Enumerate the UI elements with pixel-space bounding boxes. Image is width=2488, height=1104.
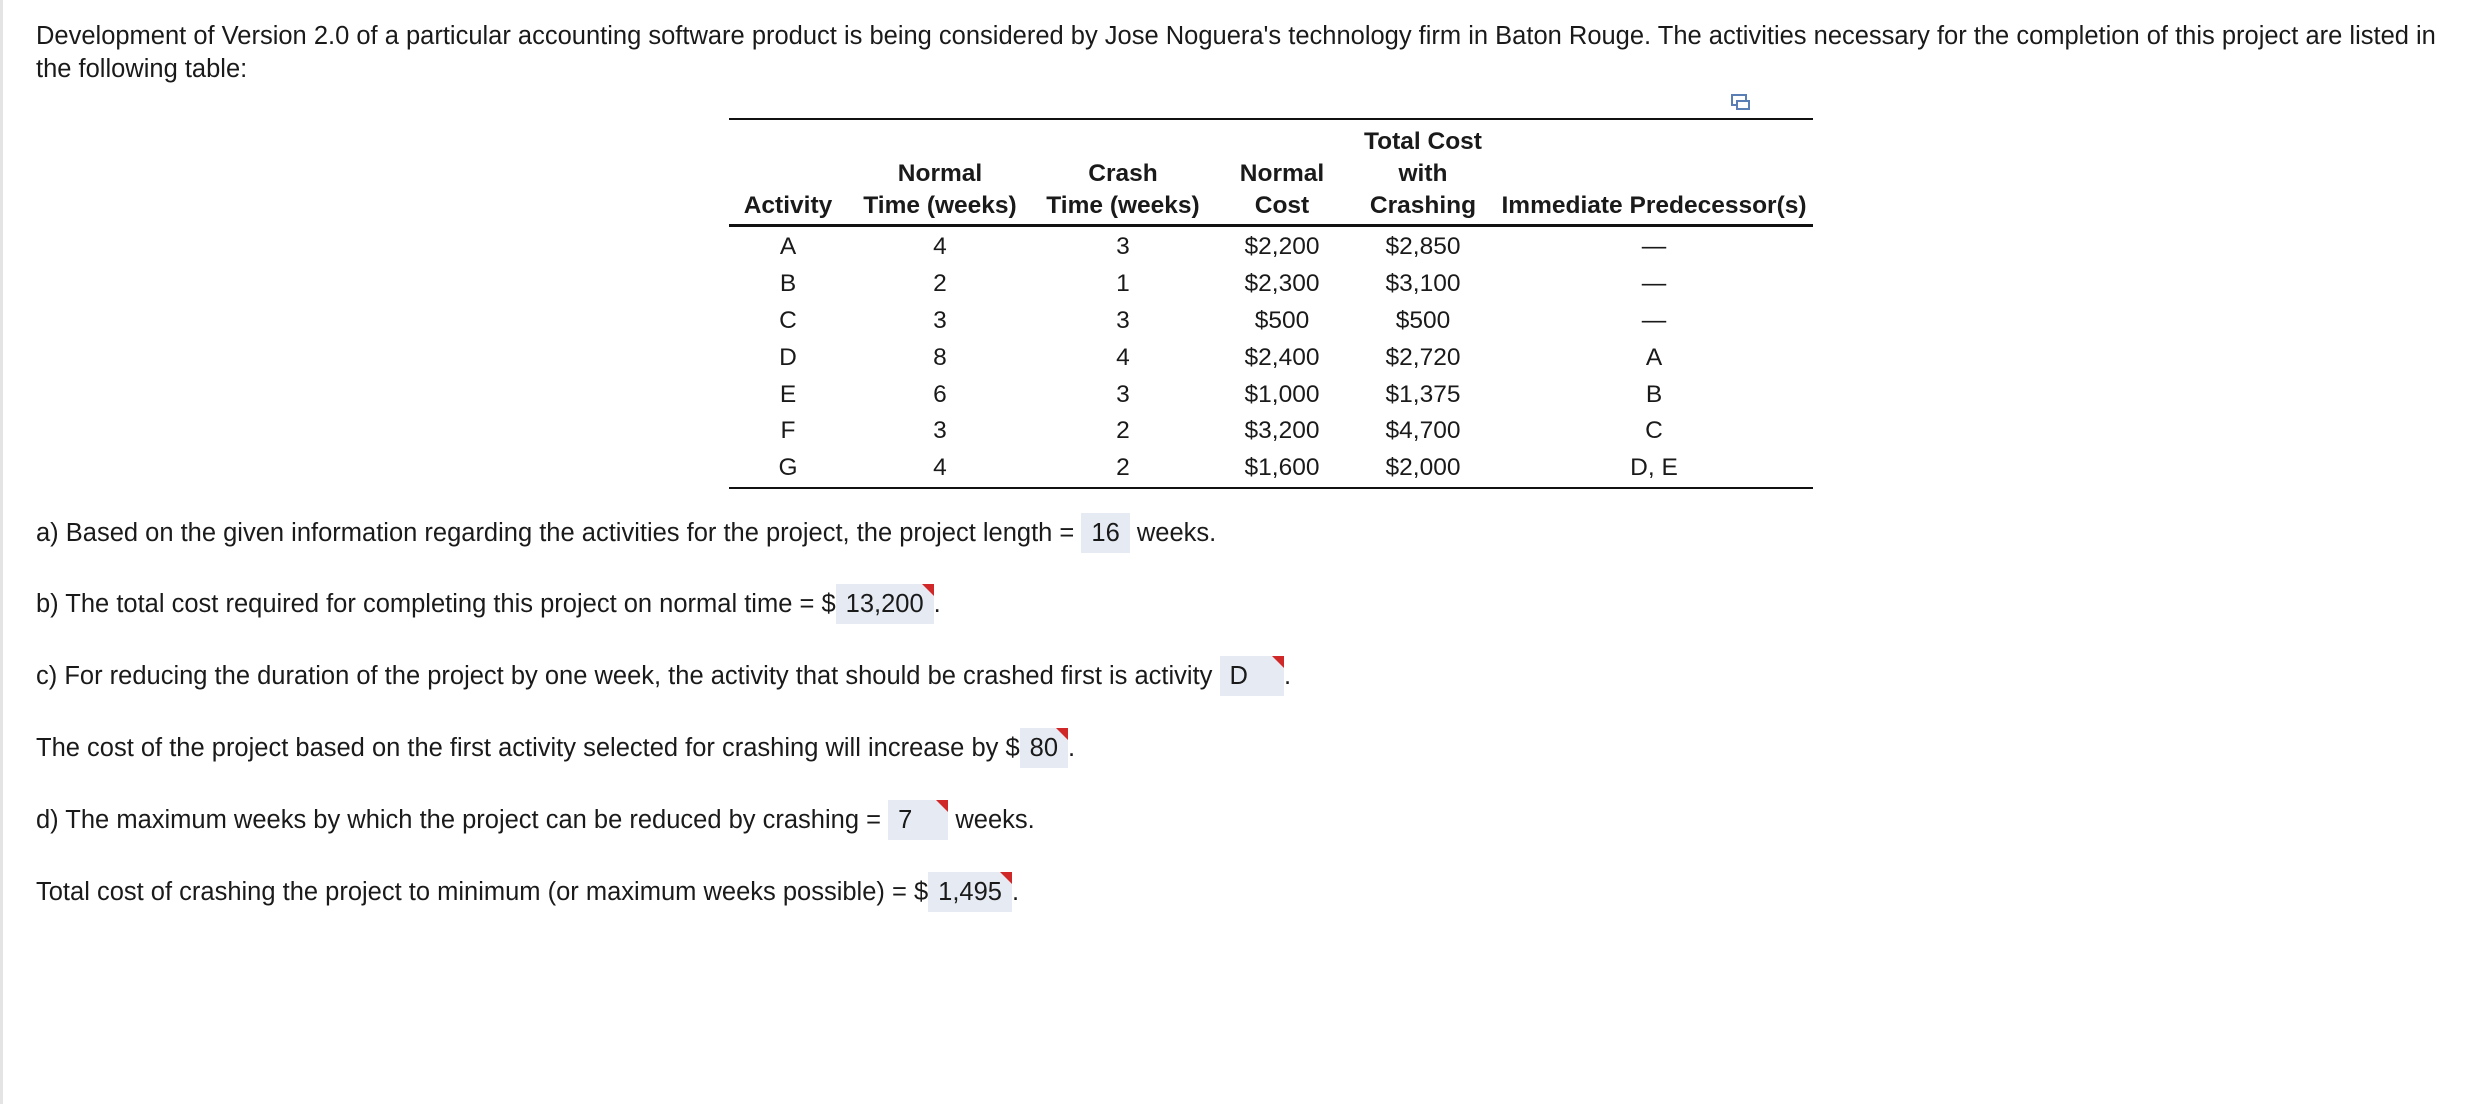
answer-d2-crash-total-cost[interactable]: 1,495	[928, 872, 1012, 912]
cell-normal-time: 2	[933, 270, 947, 298]
cell-normal-cost: $3,200	[1244, 417, 1320, 445]
cell-crash-time: 2	[1116, 454, 1130, 482]
question-d2-text: Total cost of crashing the project to minimum (or maximum weeks possible) = $	[36, 878, 929, 906]
cell-crash-time: 1	[1116, 270, 1130, 298]
header-total-cost-crashing: Total Cost with Crashing	[1351, 119, 1495, 226]
cell-activity: E	[779, 380, 797, 408]
cell-activity: G	[778, 454, 798, 482]
cell-predecessors: —	[1641, 270, 1667, 298]
cell-normal-cost: $1,600	[1244, 454, 1320, 482]
table-row	[729, 303, 1813, 340]
question-a-suffix: weeks.	[1136, 519, 1217, 547]
cell-predecessors: C	[1645, 417, 1663, 445]
cell-activity: B	[779, 270, 797, 298]
cell-total-cost-crashing: $3,100	[1385, 270, 1461, 298]
table-row	[729, 413, 1813, 450]
question-b-suffix: .	[933, 590, 941, 618]
table-row	[729, 450, 1813, 488]
question-c2-suffix: .	[1068, 734, 1076, 762]
table-row	[729, 339, 1813, 376]
header-normal-cost: Normal Cost	[1213, 119, 1351, 226]
activity-table	[729, 118, 1813, 489]
question-a-text: a) Based on the given information regarding the activities for the project, the project length =	[36, 519, 1075, 547]
cell-normal-cost: $2,200	[1244, 233, 1320, 261]
question-d2-suffix: .	[1011, 878, 1020, 906]
cell-normal-time: 4	[933, 233, 947, 261]
question-a	[36, 513, 1216, 553]
cell-predecessors: D, E	[1630, 454, 1678, 482]
question-c	[36, 656, 1291, 696]
cell-activity: A	[779, 233, 797, 261]
cell-normal-cost: $2,400	[1244, 343, 1320, 371]
answer-a-project-length[interactable]: 16	[1081, 513, 1129, 553]
cell-crash-time: 3	[1116, 306, 1130, 334]
cell-normal-time: 3	[933, 306, 947, 334]
table-row	[729, 226, 1813, 266]
cell-normal-cost: $500	[1254, 306, 1310, 334]
cell-crash-time: 3	[1116, 380, 1130, 408]
cell-predecessors: A	[1645, 343, 1663, 371]
cell-normal-time: 4	[933, 454, 947, 482]
table-row	[729, 266, 1813, 303]
cell-normal-cost: $1,000	[1244, 380, 1320, 408]
cell-activity: D	[779, 343, 797, 371]
question-b	[36, 584, 941, 624]
activity-table-container	[729, 118, 1813, 489]
cell-crash-time: 4	[1116, 343, 1130, 371]
question-c2	[36, 728, 1075, 768]
cell-predecessors: —	[1641, 306, 1667, 334]
cell-total-cost-crashing: $500	[1395, 306, 1451, 334]
cell-total-cost-crashing: $4,700	[1385, 417, 1461, 445]
cell-predecessors: —	[1641, 233, 1667, 261]
answer-d-max-weeks[interactable]: 7	[888, 800, 948, 840]
header-predecessors: Immediate Predecessor(s)	[1495, 119, 1813, 226]
cell-normal-time: 3	[933, 417, 947, 445]
question-d-text: d) The maximum weeks by which the project can be reduced by crashing =	[36, 806, 881, 834]
copy-table-icon[interactable]	[1731, 94, 1751, 112]
cell-normal-time: 6	[933, 380, 947, 408]
cell-total-cost-crashing: $2,720	[1385, 343, 1461, 371]
question-d	[36, 800, 1035, 840]
left-border	[0, 0, 3, 1104]
question-c-suffix: .	[1283, 662, 1292, 690]
cell-normal-time: 8	[933, 343, 947, 371]
cell-total-cost-crashing: $1,375	[1385, 380, 1461, 408]
cell-total-cost-crashing: $2,000	[1385, 454, 1461, 482]
cell-normal-cost: $2,300	[1244, 270, 1320, 298]
question-c2-text: The cost of the project based on the first activity selected for crashing will increase by $	[36, 734, 1020, 762]
cell-total-cost-crashing: $2,850	[1385, 233, 1461, 261]
cell-activity: F	[780, 417, 796, 445]
answer-b-normal-cost[interactable]: 13,200	[836, 584, 934, 624]
cell-activity: C	[779, 306, 797, 334]
header-activity: Activity	[729, 119, 847, 226]
question-b-text: b) The total cost required for completing this project on normal time = $	[36, 590, 836, 618]
header-crash-time: Crash Time (weeks)	[1033, 119, 1213, 226]
question-d-suffix: weeks.	[955, 806, 1035, 834]
problem-intro: Development of Version 2.0 of a particular accounting software product is being considered by Jose Noguera's technology firm in Baton Rouge. The activities necessary for the completion of this project are listed in the following table:	[36, 22, 2436, 83]
answer-c-first-crash-activity[interactable]: D	[1220, 656, 1284, 696]
question-d2	[36, 872, 1019, 912]
cell-crash-time: 3	[1116, 233, 1130, 261]
table-row	[729, 376, 1813, 413]
header-normal-time: Normal Time (weeks)	[847, 119, 1033, 226]
cell-predecessors: B	[1645, 380, 1663, 408]
question-c-text: c) For reducing the duration of the project by one week, the activity that should be crashed first is activity	[36, 662, 1213, 690]
answer-c2-cost-increase[interactable]: 80	[1020, 728, 1068, 768]
table-header-row	[729, 119, 1813, 226]
cell-crash-time: 2	[1116, 417, 1130, 445]
